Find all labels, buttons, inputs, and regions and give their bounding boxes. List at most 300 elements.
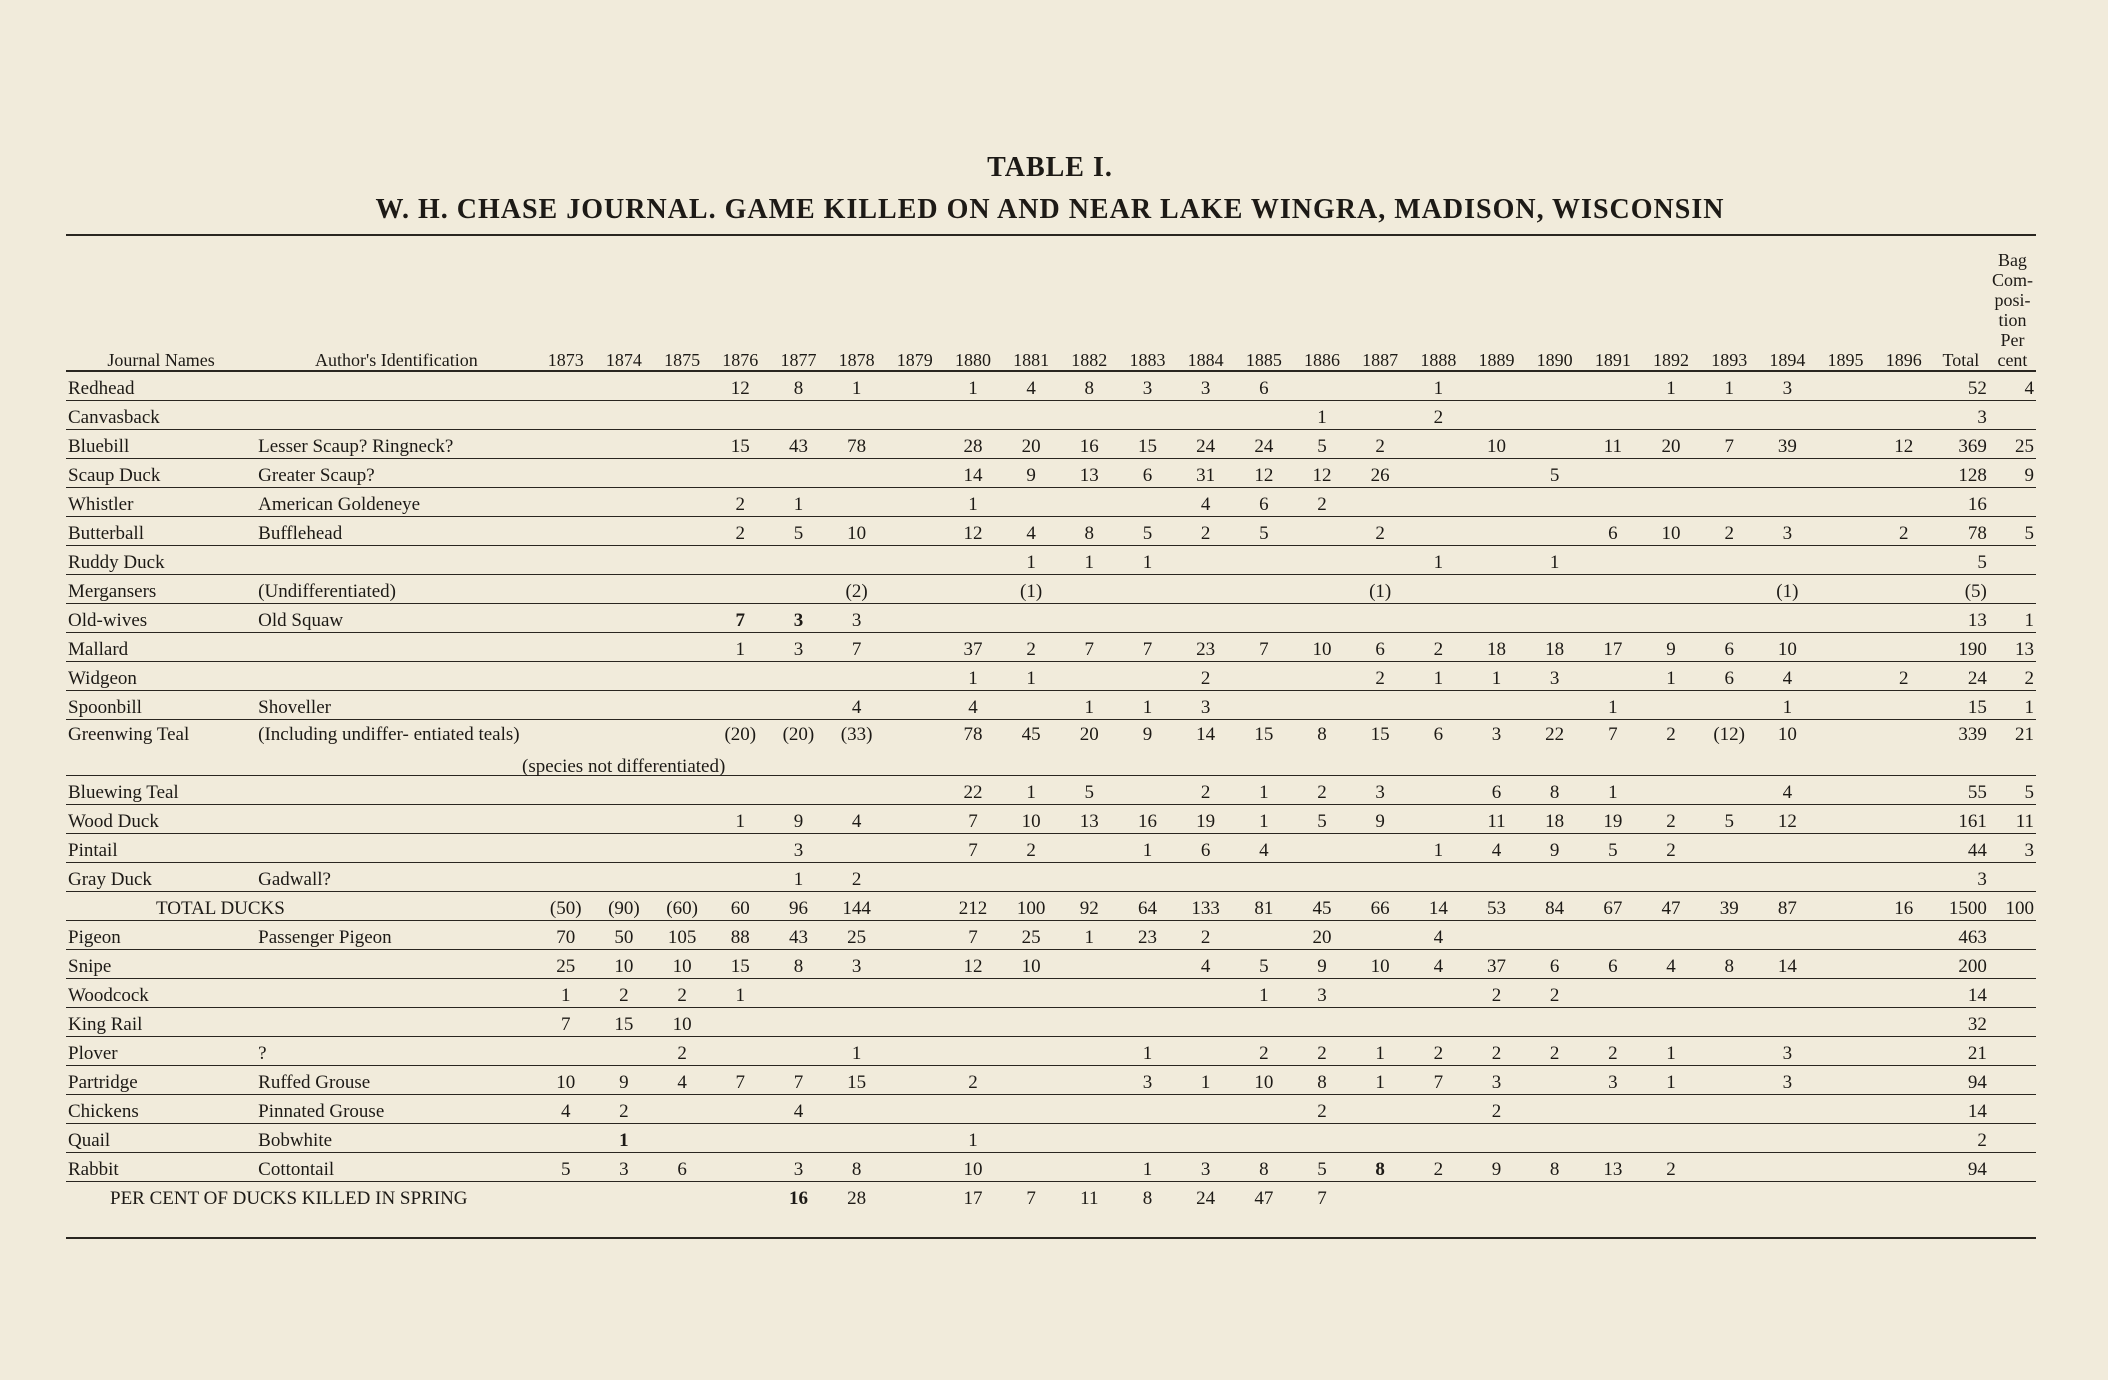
year-value-cell: 18 — [1526, 804, 1584, 833]
year-value-cell: 16 — [788, 1188, 808, 1209]
year-value-cell: 7 — [828, 632, 886, 661]
year-value-cell — [1758, 862, 1816, 891]
year-value-cell — [653, 862, 711, 891]
year-value-cell — [537, 545, 595, 574]
year-value-cell — [1875, 1036, 1933, 1065]
year-value-cell: 22 — [1526, 719, 1584, 775]
year-value-cell: 15 — [828, 1065, 886, 1094]
year-value-cell — [1118, 1094, 1176, 1123]
year-value-cell — [1293, 862, 1351, 891]
year-value-cell — [711, 690, 769, 719]
year-value-cell — [1758, 400, 1816, 429]
year-value-cell — [1700, 920, 1758, 949]
year-value-cell — [1758, 458, 1816, 487]
year-value-cell: 53 — [1467, 891, 1525, 920]
year-value-cell: 18 — [1526, 632, 1584, 661]
year-value-cell: 4 — [1758, 661, 1816, 690]
table-body — [66, 371, 2036, 1210]
year-value-cell — [1351, 978, 1409, 1007]
year-value-cell — [711, 1181, 769, 1210]
year-value-cell: 4 — [1642, 949, 1700, 978]
year-value-cell: 100 — [1002, 891, 1060, 920]
table-row — [66, 1065, 2036, 1094]
year-value-cell: 10 — [828, 516, 886, 545]
year-value-cell — [1816, 833, 1874, 862]
year-value-cell — [1758, 920, 1816, 949]
year-value-cell — [1700, 690, 1758, 719]
year-value-cell: 6 — [1467, 775, 1525, 804]
year-value-cell: 6 — [1700, 632, 1758, 661]
year-value-cell — [1118, 949, 1176, 978]
year-value-cell: 1 — [828, 371, 886, 400]
table-row — [66, 516, 2036, 545]
year-value-cell — [1351, 487, 1409, 516]
year-value-cell: 10 — [537, 1065, 595, 1094]
year-value-cell: 70 — [537, 920, 595, 949]
author-identification-cell: Greater Scaup? — [256, 458, 537, 487]
year-value-cell: 3 — [769, 833, 827, 862]
year-value-cell — [1816, 400, 1874, 429]
year-value-cell: 7 — [537, 1007, 595, 1036]
year-value-cell: (1) — [1351, 574, 1409, 603]
year-value-cell — [769, 458, 827, 487]
bag-percent-cell — [1989, 1007, 2036, 1036]
year-value-cell: 10 — [1758, 719, 1816, 775]
year-value-cell — [1002, 603, 1060, 632]
year-value-cell: 11 — [1080, 1188, 1099, 1209]
year-value-cell — [1584, 978, 1642, 1007]
year-value-cell: 47 — [1254, 1188, 1274, 1209]
year-value-cell: 9 — [1467, 1152, 1525, 1181]
year-value-cell — [886, 978, 944, 1007]
year-value-cell: (12) — [1700, 719, 1758, 775]
year-value-cell: 1 — [1642, 661, 1700, 690]
year-value-cell — [1351, 690, 1409, 719]
year-value-cell: 3 — [1177, 690, 1235, 719]
year-value-cell: 12 — [1293, 458, 1351, 487]
year-value-cell — [1409, 1007, 1467, 1036]
table-row — [66, 690, 2036, 719]
year-value-cell — [1816, 574, 1874, 603]
year-value-cell — [1700, 400, 1758, 429]
year-value-cell: 3 — [1351, 775, 1409, 804]
year-value-cell: 17 — [1584, 632, 1642, 661]
year-value-cell — [1816, 891, 1874, 920]
year-value-cell — [537, 775, 595, 804]
year-value-cell: 78 — [944, 719, 1002, 775]
year-value-cell — [653, 400, 711, 429]
year-value-cell — [944, 574, 1002, 603]
year-value-cell — [886, 775, 944, 804]
year-value-cell — [1177, 400, 1235, 429]
year-value-cell — [1409, 804, 1467, 833]
year-header: 1886 — [1293, 242, 1351, 371]
year-value-cell — [1875, 833, 1933, 862]
year-value-cell — [1642, 1007, 1700, 1036]
year-value-cell — [1816, 978, 1874, 1007]
year-value-cell: 24 — [1235, 429, 1293, 458]
year-value-cell: 20 — [1642, 429, 1700, 458]
year-value-cell: 12 — [944, 949, 1002, 978]
year-value-cell — [537, 862, 595, 891]
year-value-cell — [828, 775, 886, 804]
year-value-cell: (60) — [653, 891, 711, 920]
year-value-cell — [828, 487, 886, 516]
year-value-cell — [769, 545, 827, 574]
year-header: 1890 — [1526, 242, 1584, 371]
year-value-cell — [1060, 487, 1118, 516]
year-value-cell: 9 — [1118, 719, 1176, 775]
year-value-cell: 2 — [1409, 1036, 1467, 1065]
year-value-cell — [653, 371, 711, 400]
year-value-cell — [828, 458, 886, 487]
year-value-cell: 1 — [769, 862, 827, 891]
total-cell: 463 — [1933, 920, 1989, 949]
year-value-cell — [1118, 1007, 1176, 1036]
year-value-cell — [886, 1094, 944, 1123]
year-value-cell: 8 — [1060, 371, 1118, 400]
year-value-cell — [1002, 862, 1060, 891]
year-value-cell: 2 — [1526, 1036, 1584, 1065]
year-value-cell — [1002, 1065, 1060, 1094]
year-value-cell — [1409, 487, 1467, 516]
year-value-cell — [886, 1036, 944, 1065]
year-value-cell: 144 — [828, 891, 886, 920]
year-value-cell — [1875, 545, 1933, 574]
year-value-cell — [1526, 1065, 1584, 1094]
year-value-cell — [711, 400, 769, 429]
year-value-cell — [1235, 603, 1293, 632]
total-cell: 1500 — [1933, 891, 1989, 920]
year-value-cell — [1584, 862, 1642, 891]
year-value-cell — [828, 1123, 886, 1152]
journal-name-cell: King Rail — [66, 1007, 256, 1036]
year-value-cell — [595, 833, 653, 862]
year-value-cell: 1 — [1642, 1036, 1700, 1065]
journal-name-cell: PER CENT OF DUCKS KILLED IN SPRING — [110, 1188, 468, 1209]
year-value-cell: 3 — [1526, 661, 1584, 690]
year-value-cell — [1293, 603, 1351, 632]
year-value-cell: 5 — [1235, 516, 1293, 545]
table-row — [66, 862, 2036, 891]
year-value-cell: 6 — [1235, 487, 1293, 516]
author-identification-cell: American Goldeneye — [256, 487, 537, 516]
year-value-cell — [1642, 1123, 1700, 1152]
year-value-cell — [1875, 400, 1933, 429]
year-value-cell: 47 — [1642, 891, 1700, 920]
year-value-cell — [1700, 1094, 1758, 1123]
year-value-cell: 7 — [1700, 429, 1758, 458]
year-value-cell: 13 — [1584, 1152, 1642, 1181]
year-value-cell — [1642, 690, 1700, 719]
author-identification-cell — [256, 775, 537, 804]
author-identification-cell — [256, 545, 537, 574]
year-value-cell — [1875, 978, 1933, 1007]
top-double-rule — [66, 234, 2036, 236]
year-value-cell — [1816, 458, 1874, 487]
year-value-cell — [1060, 1065, 1118, 1094]
table-row — [66, 545, 2036, 574]
year-value-cell — [537, 690, 595, 719]
year-value-cell — [1584, 1123, 1642, 1152]
year-value-cell: 5 — [1060, 775, 1118, 804]
year-value-cell: 2 — [1293, 775, 1351, 804]
year-value-cell — [769, 1036, 827, 1065]
year-value-cell — [711, 862, 769, 891]
year-value-cell — [537, 429, 595, 458]
year-value-cell: 4 — [828, 690, 886, 719]
year-value-cell — [1816, 862, 1874, 891]
year-value-cell — [1700, 1152, 1758, 1181]
year-value-cell — [1002, 978, 1060, 1007]
year-value-cell — [944, 1094, 1002, 1123]
year-value-cell: 12 — [1875, 429, 1933, 458]
year-value-cell: 1 — [1002, 545, 1060, 574]
year-value-cell: 3 — [1118, 371, 1176, 400]
year-value-cell: 1 — [711, 804, 769, 833]
year-value-cell: 8 — [1351, 1152, 1409, 1181]
year-value-cell: 3 — [1758, 1036, 1816, 1065]
author-identification-cell: (Undifferentiated) — [256, 574, 537, 603]
year-value-cell: 16 — [1060, 429, 1118, 458]
year-value-cell: 7 — [1060, 632, 1118, 661]
author-identification-header: Author's Identification — [256, 242, 537, 371]
year-value-cell: 1 — [769, 487, 827, 516]
year-value-cell: 8 — [1700, 949, 1758, 978]
year-value-cell — [944, 400, 1002, 429]
year-value-cell — [1816, 516, 1874, 545]
journal-names-header: Journal Names — [66, 242, 256, 371]
table-row — [66, 661, 2036, 690]
year-value-cell — [1118, 487, 1176, 516]
year-value-cell — [1409, 429, 1467, 458]
year-header: 1888 — [1409, 242, 1467, 371]
journal-name-cell: Greenwing Teal — [66, 719, 256, 775]
year-value-cell: 23 — [1177, 632, 1235, 661]
year-value-cell — [1060, 949, 1118, 978]
year-value-cell — [711, 458, 769, 487]
year-value-cell — [653, 661, 711, 690]
year-value-cell: 1 — [1758, 690, 1816, 719]
year-value-cell: 6 — [1118, 458, 1176, 487]
year-value-cell: 88 — [711, 920, 769, 949]
year-value-cell: (2) — [828, 574, 886, 603]
journal-name-cell: Ruddy Duck — [66, 545, 256, 574]
year-value-cell: 60 — [711, 891, 769, 920]
year-value-cell — [1351, 371, 1409, 400]
year-value-cell: 4 — [1177, 487, 1235, 516]
year-value-cell: 8 — [769, 371, 827, 400]
total-cell: 55 — [1933, 775, 1989, 804]
year-value-cell: 2 — [1293, 1094, 1351, 1123]
year-value-cell: 1 — [1235, 978, 1293, 1007]
year-value-cell — [1002, 400, 1060, 429]
year-value-cell — [1700, 1123, 1758, 1152]
year-value-cell — [1875, 1094, 1933, 1123]
year-value-cell — [1002, 1036, 1060, 1065]
year-value-cell: 5 — [1118, 516, 1176, 545]
year-value-cell — [653, 516, 711, 545]
year-value-cell — [653, 833, 711, 862]
year-value-cell — [1700, 1036, 1758, 1065]
year-value-cell: 2 — [1642, 833, 1700, 862]
year-value-cell — [944, 1007, 1002, 1036]
year-value-cell — [595, 400, 653, 429]
year-value-cell — [1816, 1094, 1874, 1123]
year-value-cell — [1816, 1036, 1874, 1065]
year-value-cell — [595, 371, 653, 400]
year-value-cell: 3 — [1584, 1065, 1642, 1094]
author-identification-cell: Pinnated Grouse — [256, 1094, 537, 1123]
year-value-cell — [1642, 1094, 1700, 1123]
year-value-cell: 1 — [1235, 804, 1293, 833]
year-header: 1880 — [944, 242, 1002, 371]
year-value-cell — [1467, 1123, 1525, 1152]
year-header: 1885 — [1235, 242, 1293, 371]
year-value-cell: 12 — [1235, 458, 1293, 487]
author-identification-cell — [256, 978, 537, 1007]
year-value-cell — [1816, 429, 1874, 458]
total-cell: 52 — [1933, 371, 1989, 400]
author-identification-cell: (Including undiffer- entiated teals) — [256, 719, 537, 775]
journal-name-cell: Gray Duck — [66, 862, 256, 891]
year-value-cell: 5 — [1526, 458, 1584, 487]
year-value-cell — [653, 775, 711, 804]
year-value-cell — [1060, 833, 1118, 862]
table-row — [66, 978, 2036, 1007]
year-value-cell: 3 — [1177, 1152, 1235, 1181]
year-value-cell: 15 — [711, 429, 769, 458]
year-value-cell — [886, 920, 944, 949]
year-value-cell — [1758, 1181, 1816, 1210]
year-value-cell — [1875, 690, 1933, 719]
year-value-cell: 1 — [944, 487, 1002, 516]
year-value-cell — [653, 487, 711, 516]
year-value-cell — [1584, 400, 1642, 429]
bag-percent-cell — [1989, 862, 2036, 891]
year-value-cell — [595, 487, 653, 516]
year-value-cell — [1118, 862, 1176, 891]
year-value-cell — [1526, 1181, 1584, 1210]
total-cell: 2 — [1933, 1123, 1989, 1152]
year-value-cell — [1118, 603, 1176, 632]
total-cell: 3 — [1933, 400, 1989, 429]
year-value-cell: 26 — [1351, 458, 1409, 487]
author-identification-cell — [256, 661, 537, 690]
year-value-cell — [1177, 1094, 1235, 1123]
year-value-cell — [1002, 1007, 1060, 1036]
year-value-cell — [1875, 949, 1933, 978]
total-cell: 94 — [1933, 1065, 1989, 1094]
year-value-cell — [1875, 1152, 1933, 1181]
year-value-cell: 5 — [1235, 949, 1293, 978]
year-value-cell — [1700, 603, 1758, 632]
year-value-cell: 7 — [711, 603, 769, 632]
year-value-cell — [1700, 487, 1758, 516]
year-value-cell — [1293, 661, 1351, 690]
journal-name-cell: Mergansers — [66, 574, 256, 603]
year-value-cell: 9 — [1526, 833, 1584, 862]
year-value-cell — [1642, 603, 1700, 632]
year-value-cell — [1584, 1007, 1642, 1036]
year-value-cell: 39 — [1700, 891, 1758, 920]
year-value-cell: 8 — [1142, 1188, 1153, 1209]
year-value-cell — [1700, 978, 1758, 1007]
author-identification-cell — [256, 371, 537, 400]
year-value-cell — [1642, 1181, 1700, 1210]
year-header: 1895 — [1816, 242, 1874, 371]
year-value-cell — [769, 400, 827, 429]
year-value-cell — [1002, 1123, 1060, 1152]
table-row — [66, 400, 2036, 429]
year-value-cell: 1 — [1700, 371, 1758, 400]
year-value-cell — [828, 1007, 886, 1036]
total-cell: (5) — [1933, 574, 1989, 603]
year-value-cell — [1235, 574, 1293, 603]
year-value-cell — [1118, 574, 1176, 603]
year-value-cell: 4 — [1235, 833, 1293, 862]
year-value-cell: 2 — [1293, 1036, 1351, 1065]
year-value-cell — [1758, 1152, 1816, 1181]
year-value-cell — [886, 371, 944, 400]
year-value-cell — [1351, 545, 1409, 574]
year-value-cell: 1 — [1293, 400, 1351, 429]
year-value-cell: 37 — [1467, 949, 1525, 978]
year-value-cell: 105 — [653, 920, 711, 949]
table-row — [66, 949, 2036, 978]
year-value-cell: 28 — [847, 1188, 867, 1209]
year-value-cell: 8 — [1526, 1152, 1584, 1181]
year-value-cell — [1816, 603, 1874, 632]
table-row — [66, 775, 2036, 804]
year-header: 1878 — [828, 242, 886, 371]
year-value-cell — [537, 371, 595, 400]
year-value-cell — [1293, 1007, 1351, 1036]
bag-percent-cell: 11 — [1989, 804, 2036, 833]
journal-name-cell: Bluebill — [66, 429, 256, 458]
year-value-cell: 6 — [1235, 371, 1293, 400]
year-value-cell: (20) — [769, 719, 827, 775]
year-value-cell: 12 — [1758, 804, 1816, 833]
year-value-cell — [886, 690, 944, 719]
year-value-cell: 24 — [1177, 429, 1235, 458]
table-title: TABLE I. — [987, 152, 1113, 183]
year-value-cell — [1060, 661, 1118, 690]
year-header: 1893 — [1700, 242, 1758, 371]
year-value-cell: 96 — [769, 891, 827, 920]
year-value-cell — [1875, 1181, 1933, 1210]
year-value-cell: 16 — [1875, 891, 1933, 920]
journal-name-cell: Quail — [66, 1123, 256, 1152]
year-value-cell — [1060, 1152, 1118, 1181]
year-value-cell — [1526, 371, 1584, 400]
year-value-cell — [1467, 920, 1525, 949]
year-value-cell: 5 — [1293, 429, 1351, 458]
year-value-cell: 4 — [1177, 949, 1235, 978]
year-value-cell: 2 — [1351, 429, 1409, 458]
year-value-cell — [1584, 458, 1642, 487]
year-value-cell — [1118, 661, 1176, 690]
year-value-cell — [1177, 862, 1235, 891]
year-value-cell: 2 — [1177, 920, 1235, 949]
year-value-cell — [944, 1036, 1002, 1065]
year-value-cell: 8 — [1293, 1065, 1351, 1094]
year-value-cell: 1 — [1351, 1065, 1409, 1094]
year-value-cell: 8 — [1060, 516, 1118, 545]
year-value-cell — [1758, 1007, 1816, 1036]
year-value-cell: 2 — [1351, 661, 1409, 690]
year-value-cell — [1177, 603, 1235, 632]
